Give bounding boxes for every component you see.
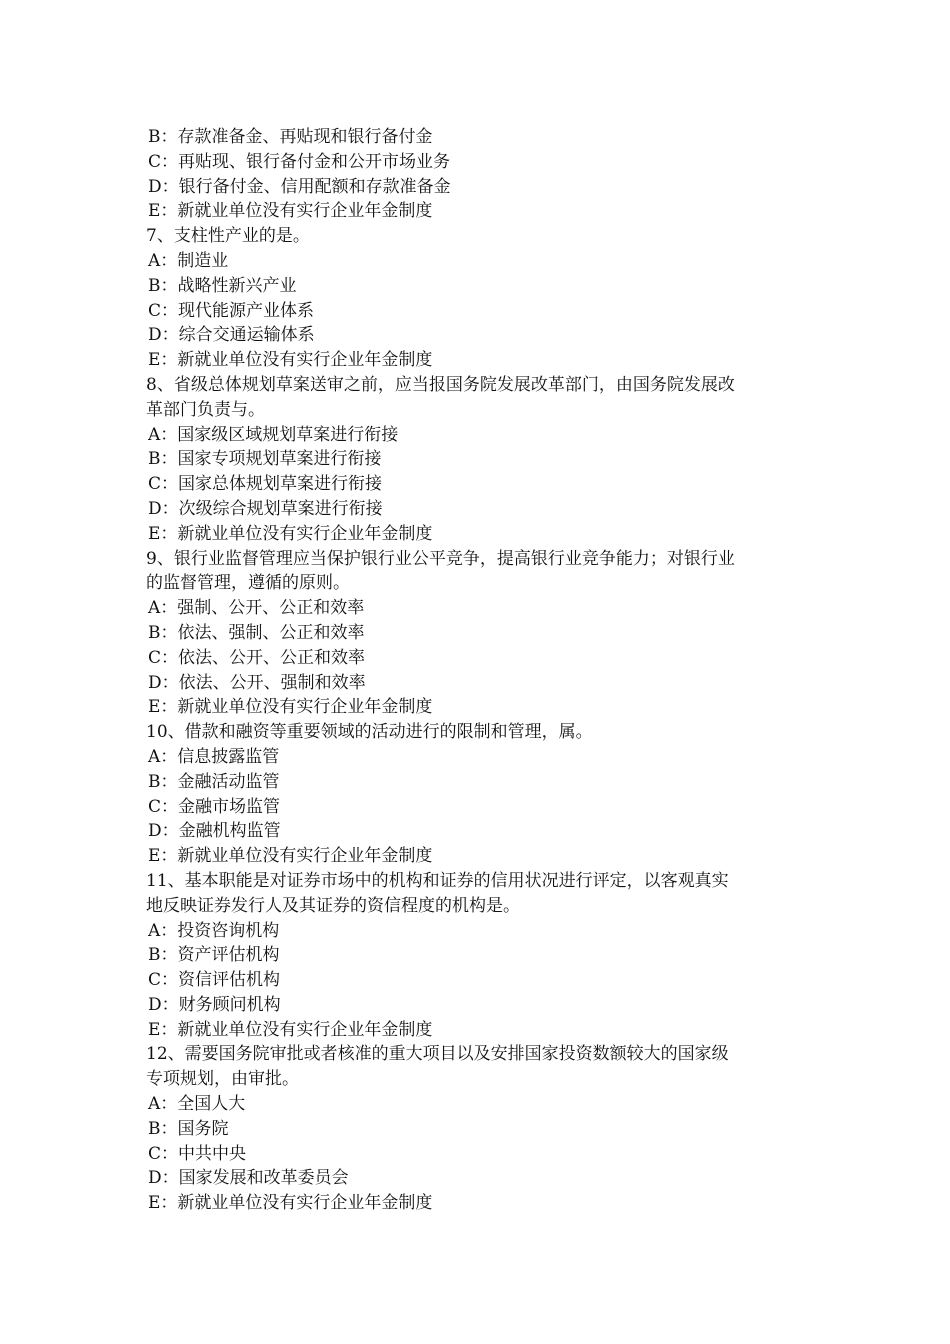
answer-option-line: E：新就业单位没有实行企业年金制度 bbox=[148, 1193, 433, 1214]
answer-option-line: A：投资咨询机构 bbox=[148, 920, 280, 941]
answer-option-line: D：综合交通运输体系 bbox=[148, 325, 315, 346]
answer-option-line: B：金融活动监管 bbox=[148, 771, 280, 792]
answer-option-line: B：依法、强制、公正和效率 bbox=[148, 622, 365, 643]
answer-option-line: B：存款准备金、再贴现和银行备付金 bbox=[148, 127, 433, 147]
question-text-line: 7、支柱性产业的是。 bbox=[146, 226, 310, 247]
answer-option-line: A：强制、公开、公正和效率 bbox=[148, 598, 365, 619]
answer-option-line: A：国家级区域规划草案进行衔接 bbox=[148, 424, 399, 445]
question-text-line: 地反映证券发行人及其证券的资信程度的机构是。 bbox=[146, 895, 520, 916]
answer-option-line: A：制造业 bbox=[148, 250, 229, 271]
question-text-line: 10、借款和融资等重要领域的活动进行的限制和管理，属。 bbox=[146, 722, 593, 743]
question-text-line: 11、基本职能是对证券市场中的机构和证券的信用状况进行评定，以客观真实 bbox=[146, 870, 729, 891]
answer-option-line: D：依法、公开、强制和效率 bbox=[148, 672, 366, 693]
answer-option-line: E：新就业单位没有实行企业年金制度 bbox=[148, 523, 433, 544]
question-text-line: 专项规划，由审批。 bbox=[146, 1069, 299, 1090]
answer-option-line: A：全国人大 bbox=[148, 1094, 246, 1115]
answer-option-line: B：国家专项规划草案进行衔接 bbox=[148, 449, 382, 470]
question-text-line: 9、银行业监督管理应当保护银行业公平竞争，提高银行业竞争能力；对银行业 bbox=[146, 548, 735, 569]
answer-option-line: D：银行备付金、信用配额和存款准备金 bbox=[148, 176, 451, 197]
document-body bbox=[146, 125, 806, 1216]
question-text-line: 革部门负责与。 bbox=[146, 399, 265, 420]
answer-option-line: D：金融机构监管 bbox=[148, 821, 281, 842]
answer-option-line: C：再贴现、银行备付金和公开市场业务 bbox=[148, 151, 451, 172]
answer-option-line: B：国务院 bbox=[148, 1118, 229, 1139]
answer-option-line: E：新就业单位没有实行企业年金制度 bbox=[148, 697, 433, 718]
answer-option-line: B：资产评估机构 bbox=[148, 945, 280, 966]
answer-option-line: A：信息披露监管 bbox=[148, 746, 280, 767]
answer-option-line: E：新就业单位没有实行企业年金制度 bbox=[148, 201, 433, 222]
answer-option-line: D：财务顾问机构 bbox=[148, 994, 281, 1015]
answer-option-line: C：国家总体规划草案进行衔接 bbox=[148, 474, 383, 495]
question-text-line: 8、省级总体规划草案送审之前，应当报国务院发展改革部门，由国务院发展改 bbox=[146, 374, 735, 395]
answer-option-line: E：新就业单位没有实行企业年金制度 bbox=[148, 1019, 433, 1040]
question-text-line: 12、需要国务院审批或者核准的重大项目以及安排国家投资数额较大的国家级 bbox=[146, 1044, 729, 1065]
question-text-line: 的监督管理，遵循的原则。 bbox=[146, 573, 350, 594]
answer-option-line: D：国家发展和改革委员会 bbox=[148, 1168, 349, 1189]
answer-option-line: C：金融市场监管 bbox=[148, 796, 281, 817]
answer-option-line: E：新就业单位没有实行企业年金制度 bbox=[148, 846, 433, 867]
answer-option-line: C：现代能源产业体系 bbox=[148, 300, 315, 321]
answer-option-line: C：依法、公开、公正和效率 bbox=[148, 647, 366, 668]
answer-option-line: D：次级综合规划草案进行衔接 bbox=[148, 498, 383, 519]
answer-option-line: C：资信评估机构 bbox=[148, 970, 281, 991]
answer-option-line: C：中共中央 bbox=[148, 1143, 247, 1164]
answer-option-line: B：战略性新兴产业 bbox=[148, 275, 297, 296]
answer-option-line: E：新就业单位没有实行企业年金制度 bbox=[148, 350, 433, 371]
